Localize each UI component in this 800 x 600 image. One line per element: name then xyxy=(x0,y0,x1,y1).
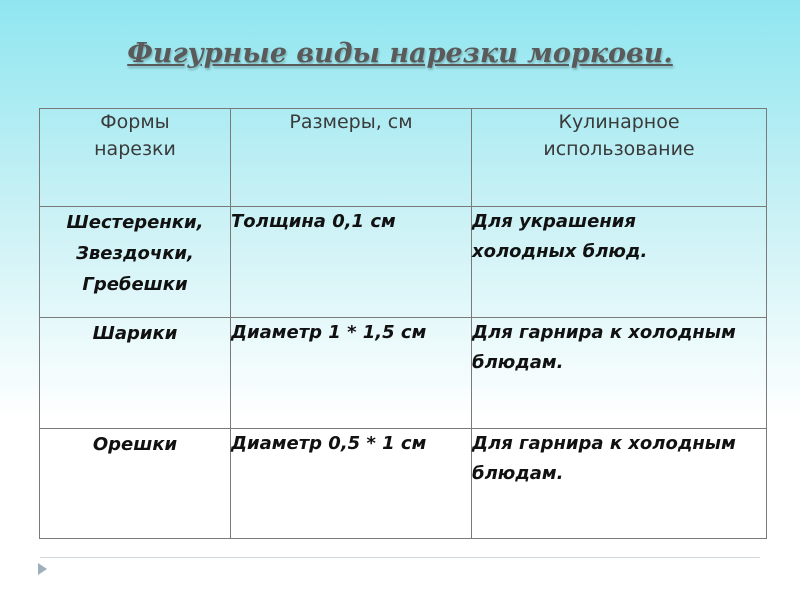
row-1-forms xyxy=(40,207,231,318)
header-usage xyxy=(472,109,767,207)
row-1-form-1: Шестеренки, xyxy=(66,212,204,233)
row-3-form-1: Орешки xyxy=(92,434,178,455)
row-1-usage xyxy=(472,207,767,318)
row-2-forms xyxy=(40,318,231,429)
header-forms-text: Формы нарезки xyxy=(94,111,176,160)
row-3-forms xyxy=(40,429,231,539)
header-usage-text: Кулинарное использование xyxy=(543,111,695,160)
row-1-form-3: Гребешки xyxy=(82,274,188,295)
row-2-form-1: Шарики xyxy=(92,323,178,344)
row-3-usage xyxy=(472,429,767,539)
table-row xyxy=(40,207,767,318)
row-3-usage-text: Для гарнира к холодным блюдам. xyxy=(472,433,736,484)
row-2-usage xyxy=(472,318,767,429)
footer-divider xyxy=(40,557,760,558)
header-sizes xyxy=(231,109,472,207)
row-2-usage-text: Для гарнира к холодным блюдам. xyxy=(472,322,736,373)
play-arrow-icon[interactable] xyxy=(38,563,47,575)
row-1-size: Толщина 0,1 см xyxy=(231,207,472,318)
row-1-form-2: Звездочки, xyxy=(76,243,194,264)
table-row xyxy=(40,429,767,539)
row-3-size: Диаметр 0,5 * 1 см xyxy=(231,429,472,539)
cut-types-table xyxy=(39,108,767,539)
table-row xyxy=(40,318,767,429)
header-forms xyxy=(40,109,231,207)
header-sizes-text: Размеры, см xyxy=(289,111,413,133)
slide-title: Фигурные виды нарезки моркови. xyxy=(127,38,673,69)
row-1-usage-text: Для украшения холодных блюд. xyxy=(472,211,648,262)
table-header-row xyxy=(40,109,767,207)
row-2-size: Диаметр 1 * 1,5 см xyxy=(231,318,472,429)
